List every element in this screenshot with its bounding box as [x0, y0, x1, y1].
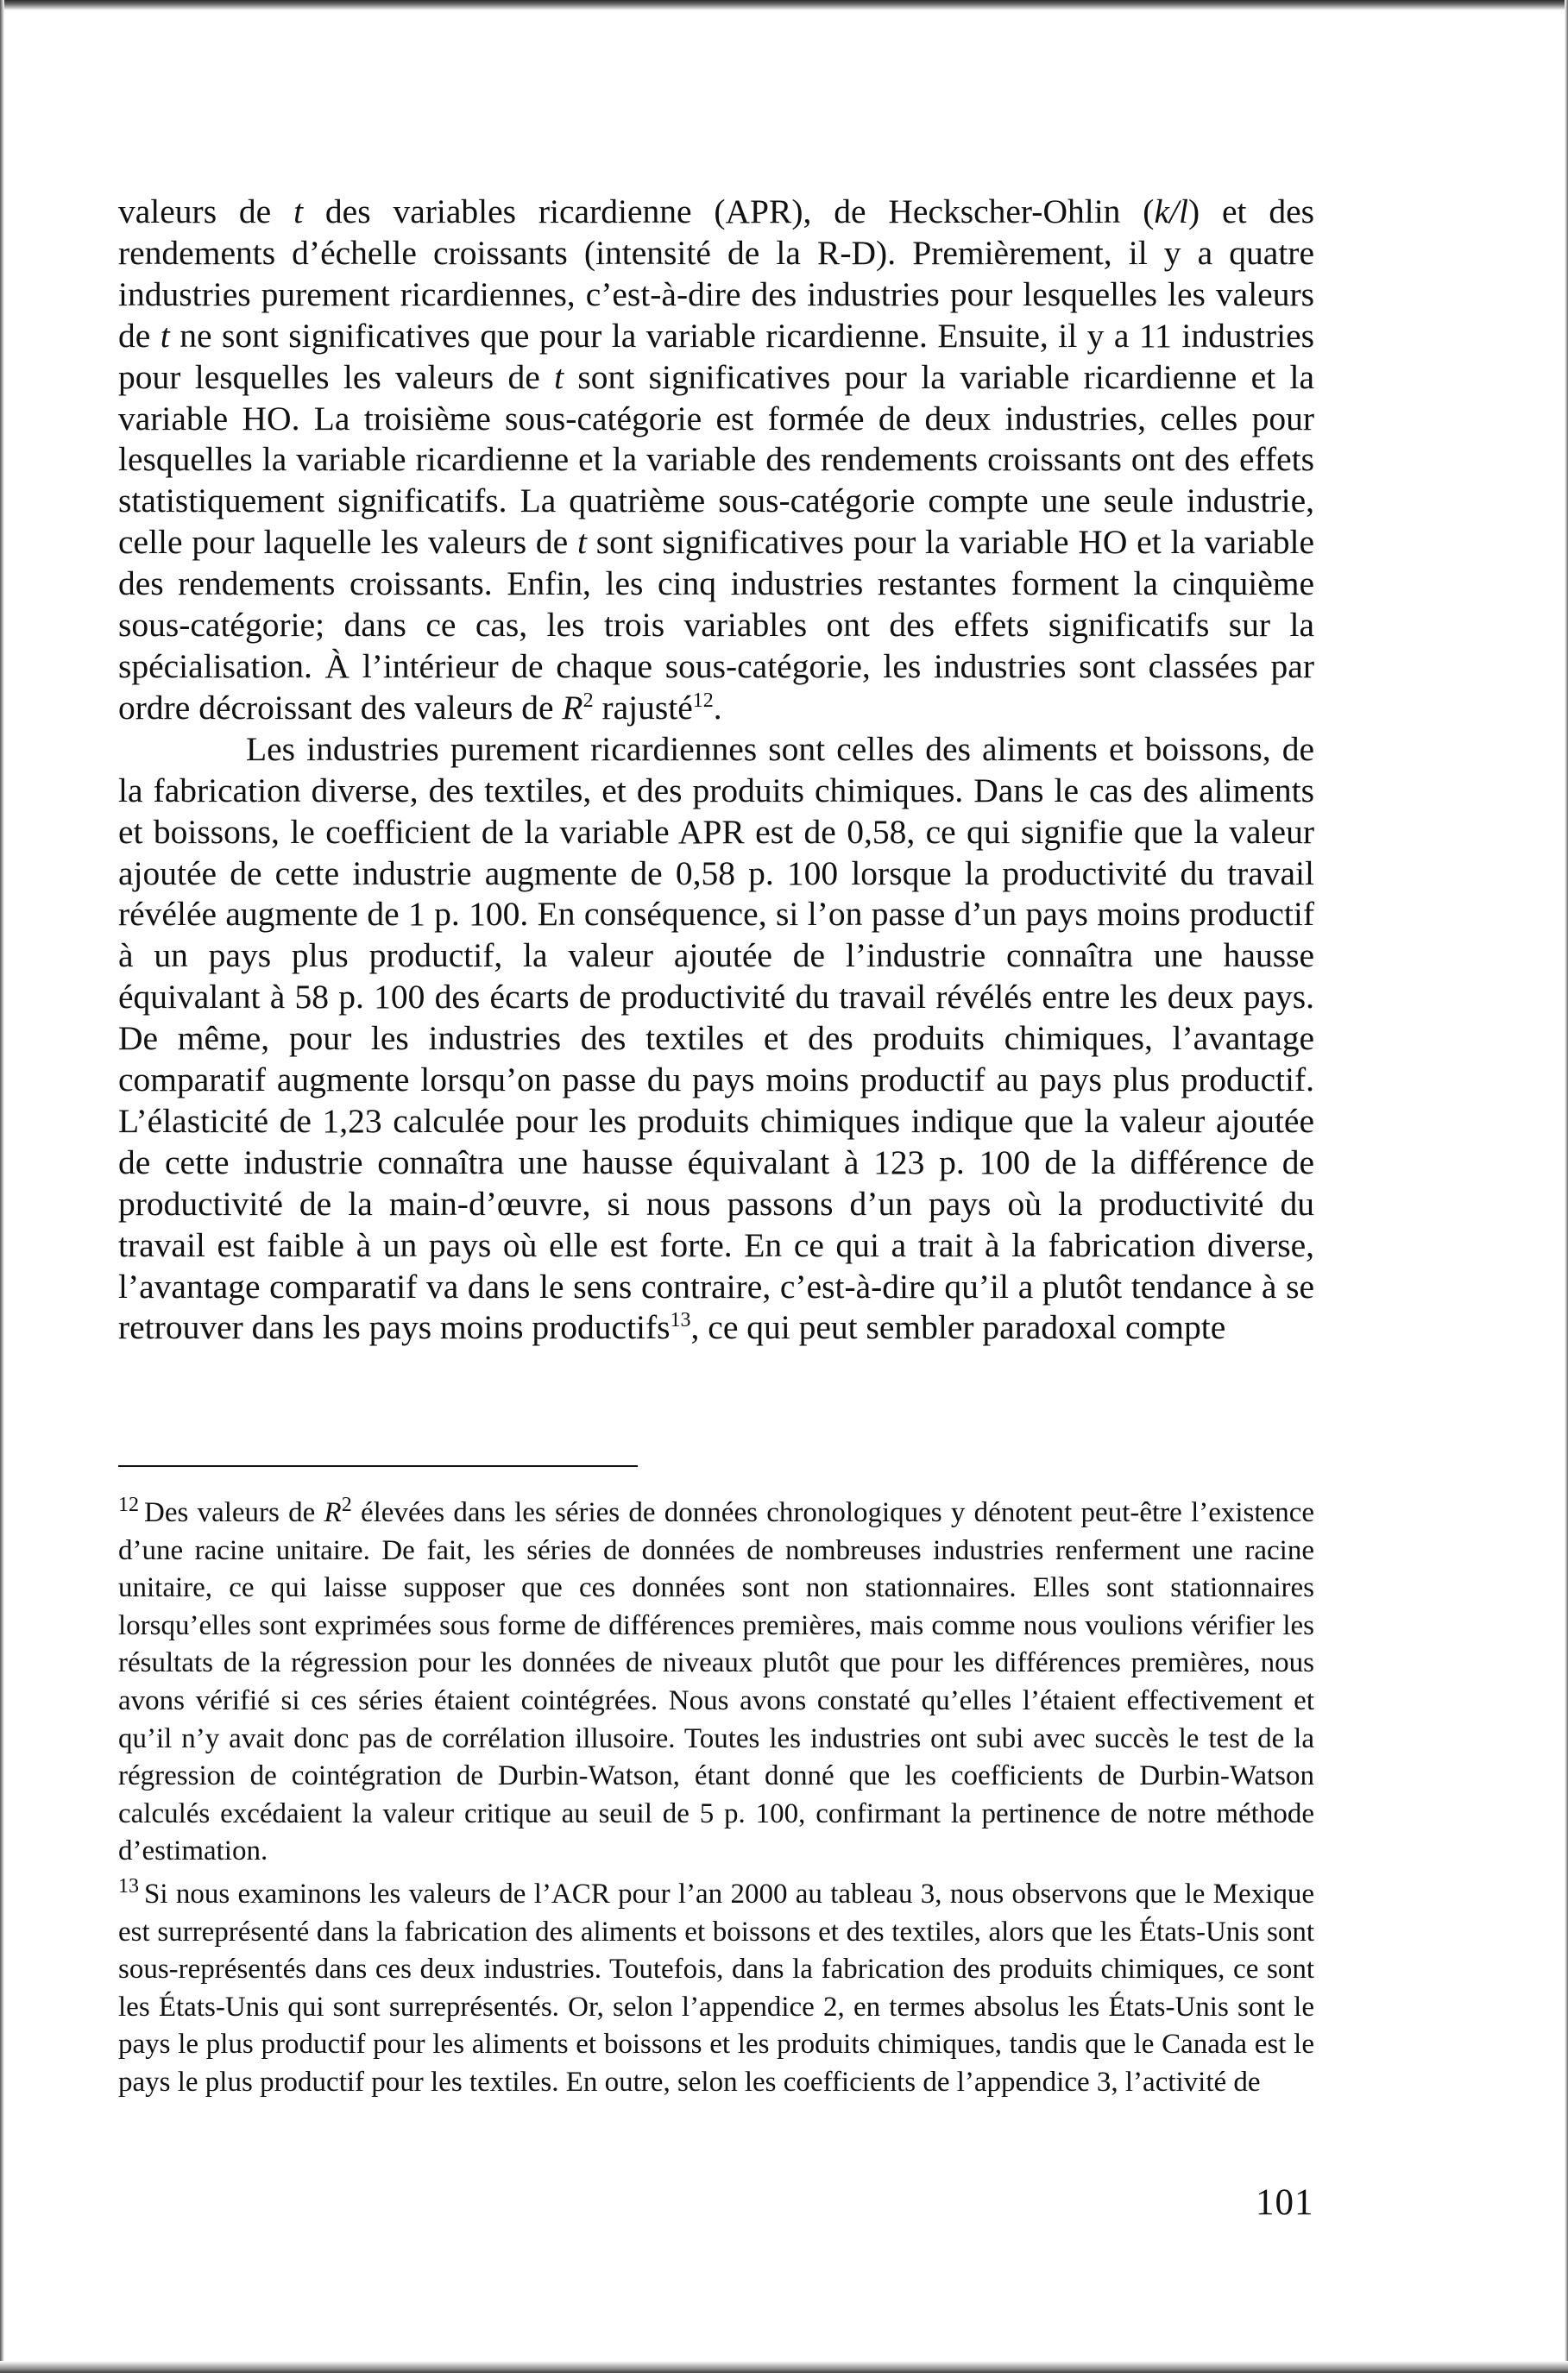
text-run: des variables ricardienne (APR), de Heckscher-Ohlin (: [303, 192, 1155, 230]
text-run: , ce qui peut sembler paradoxal compte: [690, 1308, 1226, 1347]
text-run: ne sont significatives que pour la variable ricardienne. Ensuite, il y a 11 industries pour lesquelles les valeurs de: [118, 316, 1314, 396]
variable-t: t: [293, 192, 304, 230]
paragraph-2: [118, 729, 1314, 1350]
variable-r: R: [324, 1497, 342, 1528]
text-run: Des valeurs de: [144, 1497, 324, 1528]
page-body: [118, 192, 1314, 1349]
variable-kl: k/l: [1154, 192, 1188, 230]
variable-r: R: [562, 688, 583, 727]
footnote-12: [118, 1495, 1314, 1871]
variable-t: t: [576, 523, 587, 562]
footnote-13: [118, 1876, 1314, 2102]
text-run: sont significatives pour la variable HO et la variable des rendements croissants. Enfin, les cinq industries restantes forment la cinquième sous-catégorie; dans ce cas, les trois variables ont des effets significatifs sur la spécialisation. À l’intérieur de chaque sous-catégorie, les industries sont classées par ordre décroissant des valeurs de: [118, 523, 1314, 727]
scan-border-bottom: [0, 2361, 1568, 2373]
paragraph-1: [118, 192, 1314, 729]
exponent: 2: [341, 1494, 352, 1516]
text-run: .: [713, 688, 722, 727]
text-run: Les industries purement ricardiennes sont celles des aliments et boissons, de la fabrication diverse, des textiles, et des produits chimiques. Dans le cas des aliments et boissons, le coefficient de la variable APR est de 0,58, ce qui signifie que la valeur ajoutée de cette industrie augmente de 0,58 p. 100 lorsque la productivité du travail révélée augmente de 1 p. 100. En conséquence, si l’on passe d’un pays moins productif à un pays plus productif, la valeur ajoutée de l’industrie connaîtra une hausse équivalant à 58 p. 100 des écarts de productivité du travail révélés entre les deux pays. De même, pour les industries des textiles et des produits chimiques, l’avantage comparatif augmente lorsqu’on passe du pays moins productif au pays plus productif. L’élasticité de 1,23 calculée pour les produits chimiques indique que la valeur ajoutée de cette industrie connaîtra une hausse équivalant à 123 p. 100 de la différence de productivité de la main-d’œuvre, si nous passons d’un pays où la productivité du travail est faible à un pays où elle est forte. En ce qui a trait à la fabrication diverse, l’avantage comparatif va dans le sens contraire, c’est-à-dire qu’il a plutôt tendance à se retrouver dans les pays moins productifs: [118, 729, 1314, 1347]
text-run: ) et des rendements d’échelle croissants (intensité de la R-D). Premièrement, il y a quatre industries purement ricardiennes, c’est-à-dire des industries pour lesquelles les valeurs de: [118, 192, 1314, 355]
footnote-separator: [118, 1465, 638, 1467]
text-run: élevées dans les séries de données chronologiques y dénotent peut-être l’existence d’une racine unitaire. De fait, les séries de données de nombreuses industries renferment une racine unitaire, ce qui laisse supposer que ces données sont non stationnaires. Elles sont stationnaires lorsqu’elles sont exprimées sous forme de différences premières, mais comme nous voulions vérifier les résultats de la régression pour les données de niveaux plutôt que pour les différences premières, nous avons vérifié si ces séries étaient cointégrées. Nous avons constaté qu’elles l’étaient effectivement et qu’il n’y avait donc pas de corrélation illusoire. Toutes les industries ont subi avec succès le test de la régression de cointégration de Durbin-Watson, étant donné que les coefficients de Durbin-Watson calculés excédaient la valeur critique au seuil de 5 p. 100, confirmant la pertinence de notre méthode d’estimation.: [118, 1497, 1314, 1867]
footnote-ref-12[interactable]: 12: [692, 689, 714, 712]
scan-border-top: [0, 0, 1568, 10]
exponent: 2: [582, 689, 594, 712]
text-run: valeurs de: [118, 192, 294, 230]
variable-t: t: [554, 357, 564, 396]
scan-border-left: [0, 0, 4, 2373]
text-run: Si nous examinons les valeurs de l’ACR pour l’an 2000 au tableau 3, nous observons que le Mexique est surreprésenté dans la fabrication des aliments et boissons et des textiles, alors que les États-Unis sont sous-représentés dans ces deux industries. Toutefois, dans la fabrication des produits chimiques, ce sont les États-Unis qui sont surreprésentés. Or, selon l’appendice 2, en termes absolus les États-Unis sont le pays le plus productif pour les aliments et boissons et les produits chimiques, tandis que le Canada est le pays le plus productif pour les textiles. En outre, selon les coefficients de l’appendice 3, l’activité de: [118, 1878, 1314, 2098]
footnote-number: 12: [118, 1494, 139, 1516]
text-run: sont significatives pour la variable ricardienne et la variable HO. La troisième sous-catégorie est formée de deux industries, celles pour lesquelles la variable ricardienne et la variable des rendements croissants ont des effets statistiquement significatifs. La quatrième sous-catégorie compte une seule industrie, celle pour laquelle les valeurs de: [118, 357, 1315, 562]
variable-t: t: [160, 316, 170, 355]
footnote-number: 13: [118, 1874, 139, 1898]
page-number: 101: [1256, 2182, 1314, 2223]
text-run: rajusté: [593, 688, 693, 727]
main-text: [118, 192, 1314, 1349]
footnotes: [118, 1495, 1314, 2107]
scan-border-right: [1565, 0, 1568, 2373]
footnote-ref-13[interactable]: 13: [670, 1309, 691, 1332]
